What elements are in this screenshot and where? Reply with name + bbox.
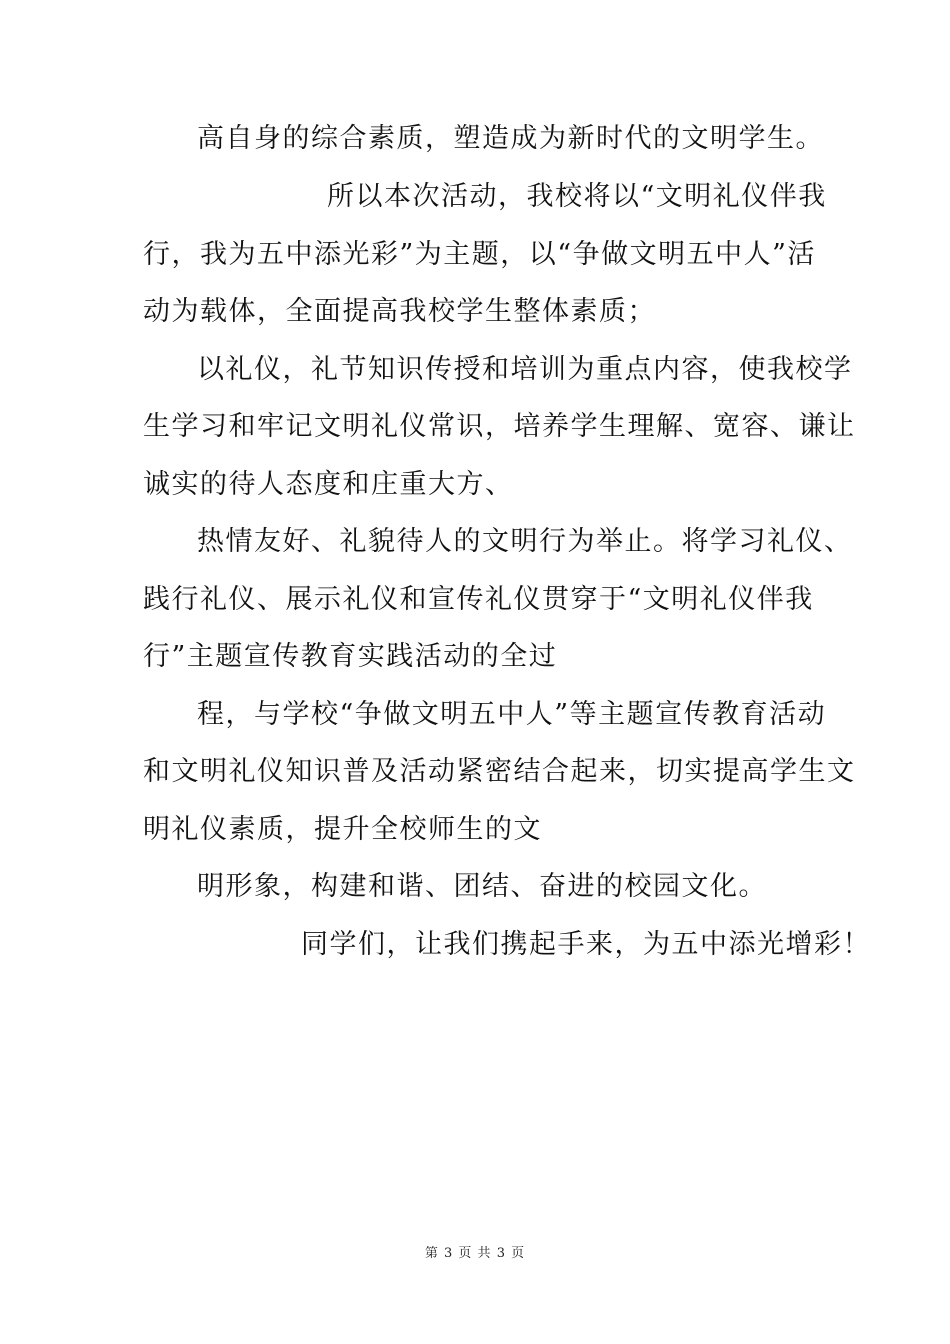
- page-number-footer: 第 3 页 共 3 页: [424, 1246, 526, 1261]
- closing-line: 同学们，让我们携起手来，为五中添光增彩！: [301, 929, 871, 960]
- paragraph-line: 热情友好、礼貌待人的文明行为举止。将学习礼仪、: [197, 526, 853, 557]
- paragraph-line: 行，我为五中添光彩”为主题，以“争做文明五中人”活: [143, 239, 816, 270]
- paragraph-line: 诚实的待人态度和庄重大方、: [143, 469, 514, 500]
- paragraph-line: 明形象，构建和谐、团结、奋进的校园文化。: [197, 871, 767, 902]
- paragraph-line: 生学习和牢记文明礼仪常识，培养学生理解、宽容、谦让: [143, 411, 856, 442]
- paragraph-line: 践行礼仪、展示礼仪和宣传礼仪贯穿于“文明礼仪伴我: [143, 584, 814, 615]
- paragraph-line: 程，与学校“争做文明五中人”等主题宣传教育活动: [197, 699, 827, 730]
- paragraph-line: 以礼仪，礼节知识传授和培训为重点内容，使我校学: [197, 354, 853, 385]
- paragraph-line: 所以本次活动，我校将以“文明礼仪伴我: [327, 181, 827, 212]
- paragraph-line: 动为载体，全面提高我校学生整体素质；: [143, 296, 656, 327]
- paragraph-line: 和文明礼仪知识普及活动紧密结合起来，切实提高学生文: [143, 756, 856, 787]
- paragraph-line: 高自身的综合素质，塑造成为新时代的文明学生。: [197, 123, 824, 154]
- paragraph-line: 明礼仪素质，提升全校师生的文: [143, 814, 542, 845]
- paragraph-line: 行”主题宣传教育实践活动的全过: [143, 641, 558, 672]
